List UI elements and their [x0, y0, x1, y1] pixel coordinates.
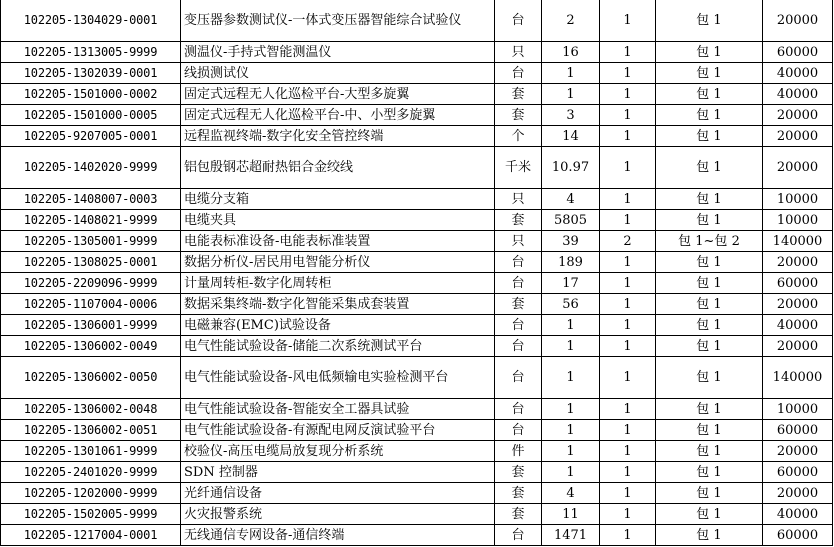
table-row [1, 504, 833, 525]
quantity-cell: 5805 [542, 210, 600, 231]
price-cell: 10000 [763, 210, 833, 231]
material-code-cell: 102205-1306001-9999 [1, 315, 181, 336]
unit-cell: 套 [495, 294, 542, 315]
price-cell: 20000 [763, 147, 833, 189]
material-code-cell: 102205-1202000-9999 [1, 483, 181, 504]
material-name-cell: SDN 控制器 [181, 462, 495, 483]
material-code-cell: 102205-2209096-9999 [1, 273, 181, 294]
table-row [1, 273, 833, 294]
lot-count-cell: 1 [600, 0, 656, 42]
unit-cell: 台 [495, 63, 542, 84]
unit-cell: 只 [495, 42, 542, 63]
lot-count-cell: 1 [600, 336, 656, 357]
lot-count-cell: 1 [600, 63, 656, 84]
table-row [1, 336, 833, 357]
material-name-cell: 电气性能试验设备-智能安全工器具试验 [181, 399, 495, 420]
quantity-cell: 1 [542, 336, 600, 357]
unit-cell: 台 [495, 315, 542, 336]
table-row [1, 0, 833, 42]
unit-cell: 只 [495, 189, 542, 210]
lot-count-cell: 1 [600, 126, 656, 147]
lot-count-cell: 1 [600, 105, 656, 126]
price-cell: 20000 [763, 336, 833, 357]
material-name-cell: 电缆夹具 [181, 210, 495, 231]
quantity-cell: 1 [542, 84, 600, 105]
lot-count-cell: 1 [600, 483, 656, 504]
table-row [1, 483, 833, 504]
material-name-cell: 线损测试仪 [181, 63, 495, 84]
unit-cell: 套 [495, 504, 542, 525]
material-name-cell: 测温仪-手持式智能测温仪 [181, 42, 495, 63]
lot-count-cell: 1 [600, 252, 656, 273]
unit-cell: 台 [495, 0, 542, 42]
quantity-cell: 4 [542, 189, 600, 210]
lot-count-cell: 1 [600, 399, 656, 420]
material-code-cell: 102205-1217004-0001 [1, 525, 181, 546]
quantity-cell: 1 [542, 399, 600, 420]
material-name-cell: 固定式远程无人化巡检平台-大型多旋翼 [181, 84, 495, 105]
quantity-cell: 1 [542, 357, 600, 399]
table-row [1, 420, 833, 441]
material-code-cell: 102205-1306002-0048 [1, 399, 181, 420]
price-cell: 60000 [763, 525, 833, 546]
material-name-cell: 电缆分支箱 [181, 189, 495, 210]
table-row [1, 525, 833, 546]
price-cell: 140000 [763, 231, 833, 252]
price-cell: 20000 [763, 294, 833, 315]
quantity-cell: 1 [542, 420, 600, 441]
package-cell: 包 1 [656, 357, 763, 399]
price-cell: 20000 [763, 483, 833, 504]
material-name-cell: 光纤通信设备 [181, 483, 495, 504]
table-row [1, 63, 833, 84]
package-cell: 包 1 [656, 525, 763, 546]
material-code-cell: 102205-1408021-9999 [1, 210, 181, 231]
lot-count-cell: 1 [600, 504, 656, 525]
unit-cell: 台 [495, 420, 542, 441]
material-name-cell: 无线通信专网设备-通信终端 [181, 525, 495, 546]
price-cell: 40000 [763, 63, 833, 84]
material-code-cell: 102205-1408007-0003 [1, 189, 181, 210]
unit-cell: 件 [495, 441, 542, 462]
table-row [1, 315, 833, 336]
unit-cell: 套 [495, 210, 542, 231]
price-cell: 140000 [763, 357, 833, 399]
price-cell: 20000 [763, 0, 833, 42]
unit-cell: 台 [495, 399, 542, 420]
unit-cell: 千米 [495, 147, 542, 189]
unit-cell: 台 [495, 357, 542, 399]
lot-count-cell: 1 [600, 210, 656, 231]
package-cell: 包 1 [656, 420, 763, 441]
unit-cell: 只 [495, 231, 542, 252]
table-row [1, 189, 833, 210]
material-name-cell: 电磁兼容(EMC)试验设备 [181, 315, 495, 336]
table-row [1, 399, 833, 420]
material-name-cell: 电气性能试验设备-风电低频输电实验检测平台 [181, 357, 495, 399]
price-cell: 20000 [763, 105, 833, 126]
material-code-cell: 102205-1501000-0005 [1, 105, 181, 126]
material-name-cell: 火灾报警系统 [181, 504, 495, 525]
table-row [1, 252, 833, 273]
material-code-cell: 102205-1301061-9999 [1, 441, 181, 462]
lot-count-cell: 1 [600, 420, 656, 441]
unit-cell: 套 [495, 462, 542, 483]
unit-cell: 套 [495, 84, 542, 105]
package-cell: 包 1 [656, 189, 763, 210]
package-cell: 包 1 [656, 483, 763, 504]
quantity-cell: 56 [542, 294, 600, 315]
material-code-cell: 102205-9207005-0001 [1, 126, 181, 147]
quantity-cell: 11 [542, 504, 600, 525]
quantity-cell: 16 [542, 42, 600, 63]
material-code-cell: 102205-1502005-9999 [1, 504, 181, 525]
quantity-cell: 2 [542, 0, 600, 42]
material-code-cell: 102205-1107004-0006 [1, 294, 181, 315]
price-cell: 60000 [763, 42, 833, 63]
lot-count-cell: 1 [600, 462, 656, 483]
material-name-cell: 电气性能试验设备-储能二次系统测试平台 [181, 336, 495, 357]
material-code-cell: 102205-1302039-0001 [1, 63, 181, 84]
quantity-cell: 10.97 [542, 147, 600, 189]
unit-cell: 台 [495, 525, 542, 546]
price-cell: 40000 [763, 315, 833, 336]
material-name-cell: 电能表标准设备-电能表标准装置 [181, 231, 495, 252]
material-code-cell: 102205-1308025-0001 [1, 252, 181, 273]
material-code-cell: 102205-1306002-0049 [1, 336, 181, 357]
material-name-cell: 电气性能试验设备-有源配电网反演试验平台 [181, 420, 495, 441]
price-cell: 20000 [763, 252, 833, 273]
lot-count-cell: 1 [600, 84, 656, 105]
quantity-cell: 189 [542, 252, 600, 273]
price-cell: 20000 [763, 441, 833, 462]
package-cell: 包 1 [656, 504, 763, 525]
package-cell: 包 1~包 2 [656, 231, 763, 252]
table-row [1, 105, 833, 126]
unit-cell: 台 [495, 336, 542, 357]
package-cell: 包 1 [656, 294, 763, 315]
package-cell: 包 1 [656, 147, 763, 189]
quantity-cell: 1 [542, 315, 600, 336]
table-row [1, 126, 833, 147]
material-name-cell: 铝包殷钢芯超耐热铝合金绞线 [181, 147, 495, 189]
quantity-cell: 1 [542, 462, 600, 483]
lot-count-cell: 1 [600, 273, 656, 294]
table-body [1, 0, 833, 546]
table-row [1, 84, 833, 105]
price-cell: 40000 [763, 504, 833, 525]
quantity-cell: 4 [542, 483, 600, 504]
lot-count-cell: 1 [600, 294, 656, 315]
lot-count-cell: 1 [600, 525, 656, 546]
material-name-cell: 数据分析仪-居民用电智能分析仪 [181, 252, 495, 273]
quantity-cell: 3 [542, 105, 600, 126]
package-cell: 包 1 [656, 462, 763, 483]
material-name-cell: 校验仪-高压电缆局放复现分析系统 [181, 441, 495, 462]
table-row [1, 42, 833, 63]
price-cell: 10000 [763, 399, 833, 420]
material-code-cell: 102205-1306002-0051 [1, 420, 181, 441]
quantity-cell: 17 [542, 273, 600, 294]
material-code-cell: 102205-1306002-0050 [1, 357, 181, 399]
table-row [1, 462, 833, 483]
package-cell: 包 1 [656, 63, 763, 84]
table-row [1, 357, 833, 399]
table-row [1, 294, 833, 315]
price-cell: 60000 [763, 273, 833, 294]
lot-count-cell: 1 [600, 441, 656, 462]
unit-cell: 套 [495, 105, 542, 126]
package-cell: 包 1 [656, 336, 763, 357]
package-cell: 包 1 [656, 84, 763, 105]
material-code-cell: 102205-1402020-9999 [1, 147, 181, 189]
unit-cell: 个 [495, 126, 542, 147]
table-row [1, 147, 833, 189]
material-code-cell: 102205-1501000-0002 [1, 84, 181, 105]
package-cell: 包 1 [656, 399, 763, 420]
package-cell: 包 1 [656, 273, 763, 294]
package-cell: 包 1 [656, 210, 763, 231]
package-cell: 包 1 [656, 0, 763, 42]
lot-count-cell: 2 [600, 231, 656, 252]
material-name-cell: 变压器参数测试仪-一体式变压器智能综合试验仪 [181, 0, 495, 42]
package-cell: 包 1 [656, 441, 763, 462]
quantity-cell: 14 [542, 126, 600, 147]
package-cell: 包 1 [656, 105, 763, 126]
package-cell: 包 1 [656, 315, 763, 336]
quantity-cell: 1 [542, 63, 600, 84]
price-cell: 60000 [763, 462, 833, 483]
material-code-cell: 102205-1305001-9999 [1, 231, 181, 252]
material-code-cell: 102205-1304029-0001 [1, 0, 181, 42]
price-cell: 20000 [763, 126, 833, 147]
quantity-cell: 1 [542, 441, 600, 462]
package-cell: 包 1 [656, 42, 763, 63]
material-name-cell: 固定式远程无人化巡检平台-中、小型多旋翼 [181, 105, 495, 126]
table-row [1, 210, 833, 231]
material-name-cell: 计量周转柜-数字化周转柜 [181, 273, 495, 294]
package-cell: 包 1 [656, 126, 763, 147]
unit-cell: 台 [495, 273, 542, 294]
material-name-cell: 数据采集终端-数字化智能采集成套装置 [181, 294, 495, 315]
price-cell: 10000 [763, 189, 833, 210]
material-code-cell: 102205-2401020-9999 [1, 462, 181, 483]
table-row [1, 231, 833, 252]
lot-count-cell: 1 [600, 357, 656, 399]
quantity-cell: 39 [542, 231, 600, 252]
quantity-cell: 1471 [542, 525, 600, 546]
package-cell: 包 1 [656, 252, 763, 273]
lot-count-cell: 1 [600, 42, 656, 63]
lot-count-cell: 1 [600, 315, 656, 336]
lot-count-cell: 1 [600, 147, 656, 189]
unit-cell: 台 [495, 252, 542, 273]
table-row [1, 441, 833, 462]
lot-count-cell: 1 [600, 189, 656, 210]
material-name-cell: 远程监视终端-数字化安全管控终端 [181, 126, 495, 147]
material-code-cell: 102205-1313005-9999 [1, 42, 181, 63]
price-cell: 60000 [763, 420, 833, 441]
unit-cell: 套 [495, 483, 542, 504]
price-cell: 40000 [763, 84, 833, 105]
